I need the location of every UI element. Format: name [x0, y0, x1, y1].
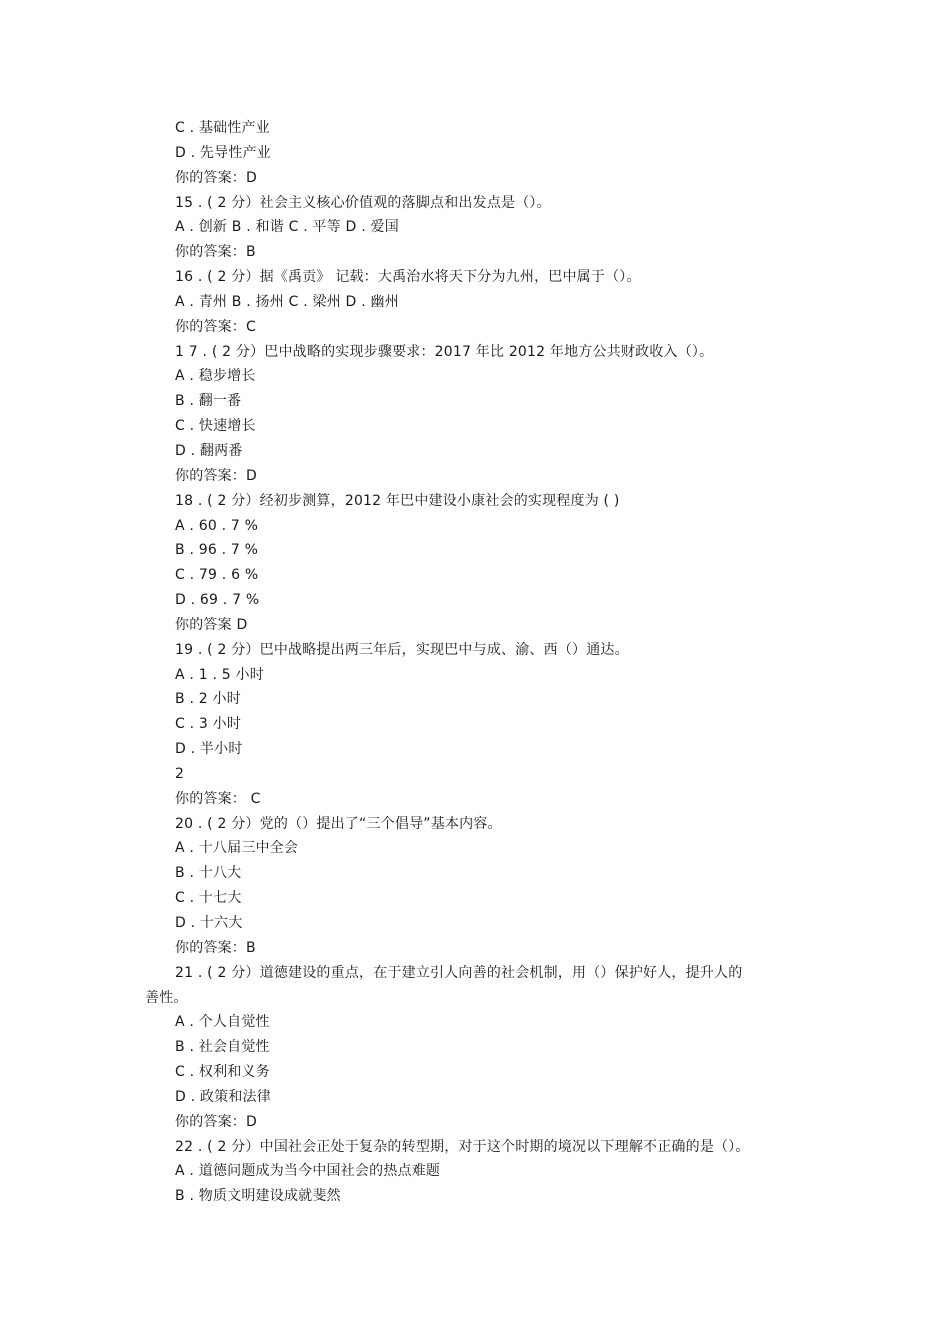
text-line: C . 基础性产业 [175, 120, 270, 136]
text-line: D . 翻两番 [175, 442, 243, 459]
text-line: A . 十八届三中全会 [175, 840, 299, 857]
text-line: 你的答案：C [175, 318, 256, 335]
text-line: D . 先导性产业 [175, 144, 271, 161]
question-line: 21 . ( 2 分）道德建设的重点，在于建立引人向善的社会机制，用（）保护好人，提升人的 [175, 964, 743, 981]
question-line: 15 . ( 2 分）社会主义核心价值观的落脚点和出发点是（）。 [175, 194, 551, 211]
question-line: 16 . ( 2 分）据《禹贡》 记载：大禹治水将天下分为九州，巴中属于（）。 [175, 269, 641, 286]
text-line: D . 政策和法律 [175, 1088, 271, 1105]
text-line: 你的答案： C [175, 790, 261, 807]
text-line: B . 96 . 7 % [175, 542, 259, 559]
text-line: B . 社会自觉性 [175, 1039, 270, 1056]
question-line: 19 . ( 2 分）巴中战略提出两三年后，实现巴中与成、渝、西（）通达。 [175, 641, 629, 658]
text-line: 你的答案：B [175, 244, 256, 261]
text-line: D . 69 . 7 % [175, 592, 260, 609]
text-line: 你的答案 D [175, 616, 248, 633]
text-line: 你的答案：B [175, 939, 256, 956]
text-line: A . 青州 B . 扬州 C . 梁州 D . 幽州 [175, 293, 399, 310]
question-line-continued: 善性。 [145, 989, 188, 1006]
text-line: B . 物质文明建设成就斐然 [175, 1188, 341, 1205]
text-line: A . 个人自觉性 [175, 1014, 270, 1031]
question-line: 22 . ( 2 分）中国社会正处于复杂的转型期，对于这个时期的境况以下理解不正确的是（）。 [175, 1138, 750, 1155]
question-line: 18 . ( 2 分）经初步测算，2012 年巴中建设小康社会的实现程度为 ( ) [175, 492, 620, 509]
text-line: B . 翻一番 [175, 393, 242, 410]
document-body [0, 116, 950, 1209]
text-line: C . 79 . 6 % [175, 567, 259, 584]
question-line: 20 . ( 2 分）党的（）提出了“三个倡导”基本内容。 [175, 815, 502, 832]
text-line: D . 半小时 [175, 741, 243, 758]
text-line: A . 稳步增长 [175, 368, 256, 385]
text-line: 你的答案：D [175, 1113, 257, 1130]
text-line: C . 十七大 [175, 890, 242, 907]
text-line: B . 2 小时 [175, 691, 241, 708]
text-line: C . 快速增长 [175, 418, 256, 435]
text-line: 你的答案：D [175, 169, 257, 186]
text-line: D . 十六大 [175, 915, 243, 931]
text-line: C . 权利和义务 [175, 1064, 270, 1081]
question-line: 1 7 . ( 2 分）巴中战略的实现步骤要求：2017 年比 2012 年地方公共财政收入（）。 [175, 343, 714, 360]
text-line: A . 创新 B . 和谐 C . 平等 D . 爱国 [175, 219, 399, 236]
text-line: C . 3 小时 [175, 716, 242, 733]
text-line: B . 十八大 [175, 865, 242, 882]
text-line: 你的答案：D [175, 467, 257, 484]
text-line: 2 [175, 765, 185, 782]
text-line: A . 道德问题成为当今中国社会的热点难题 [175, 1163, 441, 1180]
text-line: A . 60 . 7 % [175, 517, 259, 534]
text-line: A . 1 . 5 小时 [175, 666, 264, 683]
